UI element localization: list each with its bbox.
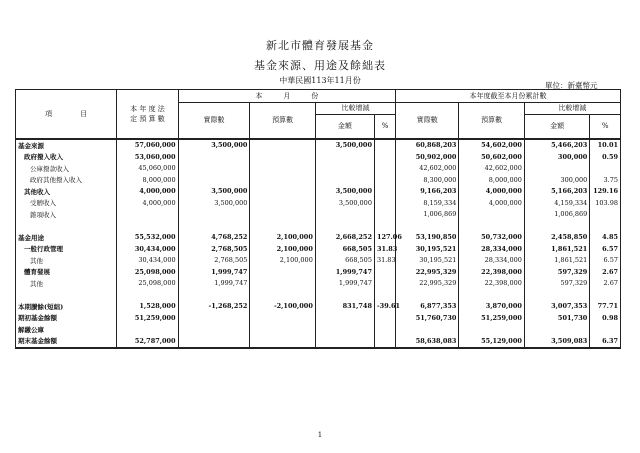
cell-c-diff: 597,329 [524,278,589,290]
cell-m-pct [374,139,395,152]
cell-legal: 30,434,000 [117,255,178,267]
cell-c-budget: 4,000,000 [459,197,524,209]
cell-m-pct [374,163,395,175]
header-month-budget: 預算數 [250,102,315,139]
cell-m-budget [250,186,315,198]
cell-m-budget [250,151,315,163]
spacer-cell [117,289,178,301]
table-row [16,174,621,186]
header-cumulative: 本年度截至本月份累計數 [396,90,621,103]
cell-c-budget: 28,334,000 [459,255,524,267]
cell-m-actual: 2,768,505 [178,255,250,267]
spacer-cell [250,220,315,232]
row-label: 政府撥入收入 [16,151,117,163]
cell-c-diff [524,324,589,336]
cell-c-budget: 42,602,000 [459,163,524,175]
cell-m-pct [374,209,395,221]
cell-m-budget: 2,100,000 [250,243,315,255]
spacer-row [16,220,621,232]
cell-c-actual: 22,995,329 [396,278,459,290]
cell-legal: 4,000,000 [117,197,178,209]
table-row [16,255,621,267]
cell-m-diff: 1,999,747 [315,278,374,290]
row-label: 基金用途 [16,232,117,244]
table-row [16,278,621,290]
cell-c-actual: 1,006,869 [396,209,459,221]
table-header [16,90,621,139]
row-label: 其他 [16,255,117,267]
cell-legal: 51,259,000 [117,312,178,324]
table-row [16,266,621,278]
row-label: 本期賸餘(短絀) [16,301,117,313]
cell-c-budget [459,209,524,221]
table-row [16,163,621,175]
cell-m-diff [315,324,374,336]
cell-c-pct: 103.98 [590,197,621,209]
cell-legal: 45,060,000 [117,163,178,175]
cell-c-pct [590,163,621,175]
cell-m-pct: 31.83 [374,243,395,255]
spacer-cell [459,220,524,232]
cell-c-pct: 0.59 [590,151,621,163]
cell-legal: 53,060,000 [117,151,178,163]
cell-c-diff: 4,159,334 [524,197,589,209]
cell-m-actual [178,163,250,175]
cell-c-pct [590,209,621,221]
cell-m-pct: 31.83 [374,255,395,267]
cell-m-diff: 2,668,252 [315,232,374,244]
cell-c-pct: 2.67 [590,278,621,290]
report-table [15,89,621,349]
cell-legal: 8,000,000 [117,174,178,186]
cell-m-diff [315,163,374,175]
spacer-cell [315,289,374,301]
cell-c-budget [459,324,524,336]
cell-c-actual: 22,995,329 [396,266,459,278]
cell-c-pct: 2.67 [590,266,621,278]
cell-m-actual [178,335,250,348]
cell-m-diff: 668,505 [315,243,374,255]
org-title: 新北市體育發展基金 [266,39,374,52]
cell-c-pct: 3.75 [590,174,621,186]
spacer-row [16,289,621,301]
cell-m-budget [250,174,315,186]
cell-m-budget: 2,100,000 [250,255,315,267]
table-body [16,139,621,348]
cell-c-actual: 9,166,203 [396,186,459,198]
cell-c-pct: 0.98 [590,312,621,324]
cell-legal [117,324,178,336]
cell-legal [117,209,178,221]
report-title: 基金來源、用途及餘絀表 [254,59,386,72]
header-month-amount: 金額 [315,115,374,139]
spacer-cell [16,220,117,232]
header-item: 項 目 [16,90,117,139]
cell-m-diff: 3,500,000 [315,186,374,198]
cell-legal: 25,098,000 [117,266,178,278]
cell-m-pct [374,186,395,198]
header-month-compare: 比較增減 [315,102,395,115]
cell-c-budget: 4,000,000 [459,186,524,198]
cell-c-budget: 3,870,000 [459,301,524,313]
spacer-cell [178,220,250,232]
cell-m-budget [250,266,315,278]
cell-c-diff: 300,000 [524,174,589,186]
cell-m-actual [178,174,250,186]
cell-m-diff: 668,505 [315,255,374,267]
row-label: 一般行政管理 [16,243,117,255]
spacer-cell [374,220,395,232]
cell-c-actual: 60,868,203 [396,139,459,152]
cell-m-actual [178,209,250,221]
header-this-month: 本 月 份 [178,90,395,103]
cell-m-pct: -39.61 [374,301,395,313]
row-label: 受贈收入 [16,197,117,209]
row-label: 其他 [16,278,117,290]
cell-m-budget [250,209,315,221]
row-label: 體育發展 [16,266,117,278]
cell-m-budget [250,197,315,209]
spacer-cell [590,289,621,301]
spacer-cell [524,220,589,232]
cell-c-pct: 6.57 [590,255,621,267]
cell-m-actual: 2,768,505 [178,243,250,255]
cell-m-budget [250,335,315,348]
cell-m-pct [374,174,395,186]
spacer-cell [250,289,315,301]
cell-m-budget [250,139,315,152]
table-row [16,232,621,244]
row-label: 基金來源 [16,139,117,152]
cell-m-budget [250,278,315,290]
cell-m-actual: 3,500,000 [178,186,250,198]
cell-c-actual: 30,195,521 [396,255,459,267]
cell-m-diff [315,209,374,221]
cell-m-actual [178,324,250,336]
cell-c-budget: 55,129,000 [459,335,524,348]
spacer-cell [315,220,374,232]
cell-m-diff: 3,500,000 [315,139,374,152]
cell-c-diff: 597,329 [524,266,589,278]
cell-c-actual: 6,877,353 [396,301,459,313]
cell-m-pct [374,312,395,324]
header-month-actual: 實際數 [178,102,250,139]
cell-c-pct: 4.85 [590,232,621,244]
cell-c-diff: 5,466,203 [524,139,589,152]
cell-c-pct: 77.71 [590,301,621,313]
cell-c-actual: 8,159,334 [396,197,459,209]
cell-m-actual: 3,500,000 [178,139,250,152]
cell-m-budget [250,163,315,175]
cell-m-diff: 1,999,747 [315,266,374,278]
spacer-cell [374,289,395,301]
spacer-cell [459,289,524,301]
cell-m-actual: 4,768,252 [178,232,250,244]
header-legal-budget-line2: 定 預 算 數 [130,114,165,123]
table-row [16,186,621,198]
cell-c-pct: 10.01 [590,139,621,152]
table-row [16,243,621,255]
cell-m-pct [374,197,395,209]
cell-m-actual: 1,999,747 [178,278,250,290]
header-month-pct: % [374,115,395,139]
table-row [16,197,621,209]
cell-m-budget: -2,100,000 [250,301,315,313]
cell-m-diff [315,335,374,348]
spacer-cell [396,289,459,301]
report-period: 中華民國113年11月份 [279,76,361,85]
cell-legal: 1,528,000 [117,301,178,313]
cell-m-budget: 2,100,000 [250,232,315,244]
cell-legal: 55,532,000 [117,232,178,244]
cell-c-diff: 501,730 [524,312,589,324]
cell-m-diff [315,151,374,163]
cell-c-actual: 50,902,000 [396,151,459,163]
cell-m-actual [178,312,250,324]
spacer-cell [396,220,459,232]
row-label: 公庫撥款收入 [16,163,117,175]
cell-m-pct [374,278,395,290]
cell-c-diff: 3,007,353 [524,301,589,313]
header-legal-budget-line1: 本 年 度 法 [130,104,165,113]
cell-m-actual: 1,999,747 [178,266,250,278]
header-cum-pct: % [590,115,621,139]
cell-c-budget: 50,732,000 [459,232,524,244]
cell-c-budget: 22,398,000 [459,278,524,290]
cell-m-budget [250,324,315,336]
header-cum-budget: 預算數 [459,102,524,139]
cell-legal: 4,000,000 [117,186,178,198]
cell-c-actual: 53,190,850 [396,232,459,244]
row-label: 政府其他撥入收入 [16,174,117,186]
table-row [16,209,621,221]
cell-c-budget: 50,602,000 [459,151,524,163]
spacer-cell [178,289,250,301]
table-row [16,151,621,163]
cell-c-budget: 28,334,000 [459,243,524,255]
cell-m-pct [374,266,395,278]
cell-m-diff: 3,500,000 [315,197,374,209]
cell-m-actual: -1,268,252 [178,301,250,313]
cell-c-diff: 5,166,203 [524,186,589,198]
header-legal-budget [117,90,178,139]
spacer-cell [524,289,589,301]
page-number: 1 [317,431,323,439]
spacer-cell [117,220,178,232]
currency-unit: 單位：新臺幣元 [545,81,598,90]
header-cum-actual: 實際數 [396,102,459,139]
cell-c-actual: 8,300,000 [396,174,459,186]
row-label: 雜項收入 [16,209,117,221]
cell-c-diff: 300,000 [524,151,589,163]
cell-m-budget [250,312,315,324]
table-row [16,312,621,324]
cell-c-diff: 3,509,083 [524,335,589,348]
cell-c-budget: 8,000,000 [459,174,524,186]
row-label: 期初基金餘額 [16,312,117,324]
header-cum-amount: 金額 [524,115,589,139]
cell-c-actual: 42,602,000 [396,163,459,175]
cell-c-diff: 1,006,869 [524,209,589,221]
cell-c-diff [524,163,589,175]
cell-c-budget: 54,602,000 [459,139,524,152]
cell-c-actual: 30,195,521 [396,243,459,255]
cell-m-pct [374,335,395,348]
cell-c-pct: 129.16 [590,186,621,198]
cell-legal: 25,098,000 [117,278,178,290]
cell-c-diff: 2,458,850 [524,232,589,244]
cell-c-actual [396,324,459,336]
cell-c-pct: 6.57 [590,243,621,255]
cell-c-diff: 1,861,521 [524,243,589,255]
cell-c-budget: 22,398,000 [459,266,524,278]
cell-legal: 30,434,000 [117,243,178,255]
header-cum-compare: 比較增減 [524,102,620,115]
row-label: 期末基金餘額 [16,335,117,348]
cell-m-diff: 831,748 [315,301,374,313]
cell-legal: 52,787,000 [117,335,178,348]
spacer-cell [16,289,117,301]
cell-m-diff [315,174,374,186]
cell-m-pct [374,324,395,336]
cell-m-pct: 127.06 [374,232,395,244]
cell-c-pct: 6.37 [590,335,621,348]
cell-m-actual: 3,500,000 [178,197,250,209]
spacer-cell [590,220,621,232]
row-label: 其他收入 [16,186,117,198]
table-row [16,324,621,336]
cell-c-budget: 51,259,000 [459,312,524,324]
table-row [16,301,621,313]
cell-m-diff [315,312,374,324]
cell-c-diff: 1,861,521 [524,255,589,267]
table-row [16,139,621,152]
cell-m-pct [374,151,395,163]
cell-m-actual [178,151,250,163]
cell-legal: 57,060,000 [117,139,178,152]
cell-c-pct [590,324,621,336]
table-row [16,335,621,348]
cell-c-actual: 51,760,730 [396,312,459,324]
row-label: 解繳公庫 [16,324,117,336]
cell-c-actual: 58,638,083 [396,335,459,348]
